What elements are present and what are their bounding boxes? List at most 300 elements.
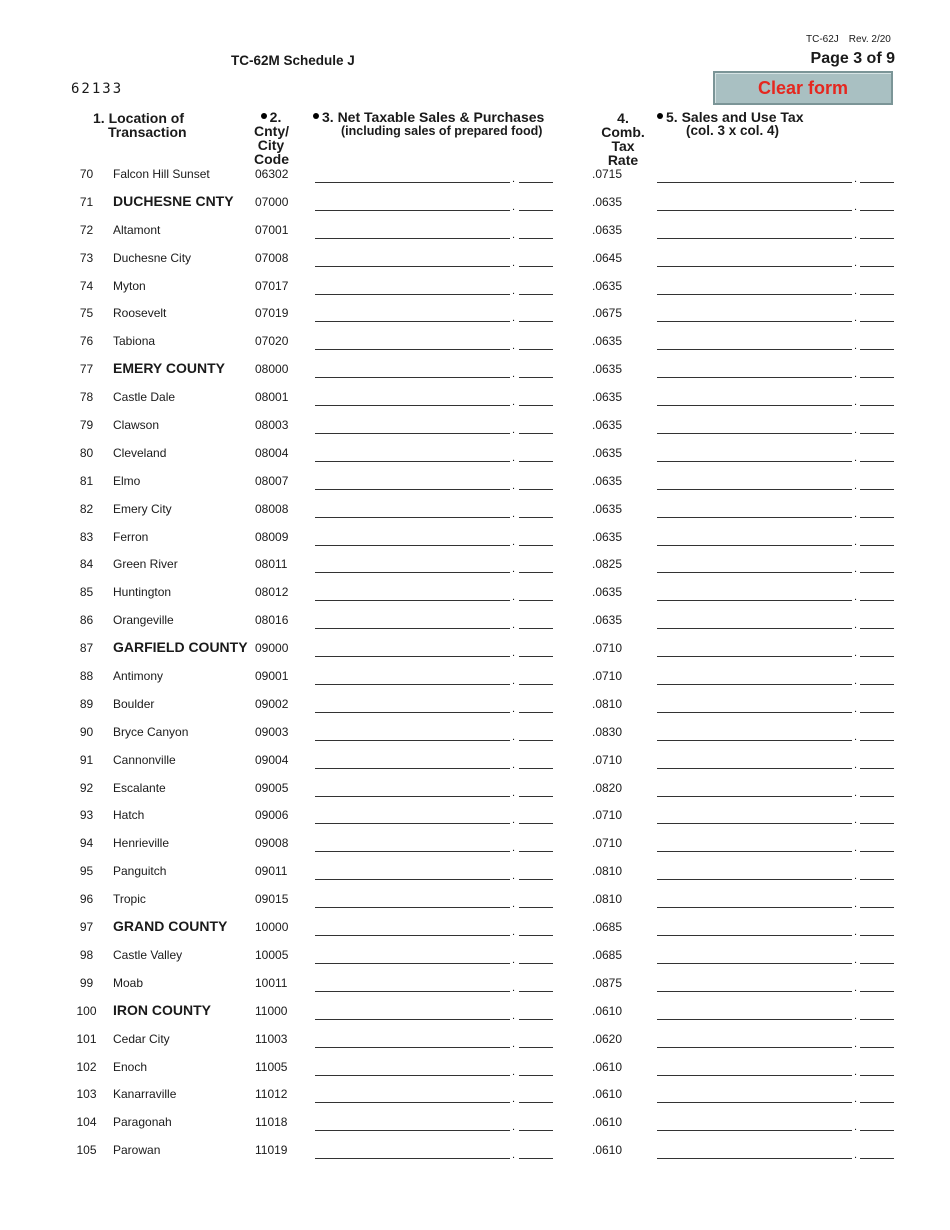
- sales-use-tax-input[interactable]: [657, 450, 894, 462]
- cents-field[interactable]: [519, 517, 553, 518]
- dollars-field[interactable]: [315, 321, 510, 322]
- sales-use-tax-input[interactable]: [657, 896, 894, 911]
- dollars-field[interactable]: [657, 851, 852, 852]
- dollars-field[interactable]: [315, 238, 510, 239]
- dollars-field[interactable]: [657, 377, 852, 378]
- cents-field[interactable]: [860, 210, 894, 211]
- sales-use-tax-input[interactable]: [657, 952, 894, 964]
- sales-use-tax-input[interactable]: [657, 729, 894, 741]
- dollars-field[interactable]: [657, 963, 852, 964]
- sales-use-tax-input[interactable]: [657, 1036, 894, 1048]
- location-code: 08000: [255, 362, 289, 377]
- sales-use-tax-input[interactable]: [657, 673, 894, 688]
- dollars-field[interactable]: [315, 1075, 510, 1076]
- dollars-field[interactable]: [315, 1158, 510, 1159]
- dollars-field[interactable]: [657, 768, 852, 769]
- line-number: 100: [76, 1003, 97, 1018]
- dollars-field[interactable]: [657, 1047, 852, 1048]
- form-code: 62133: [71, 81, 124, 97]
- net-taxable-sales-input[interactable]: [315, 1008, 553, 1020]
- location-name: GRAND COUNTY: [113, 918, 228, 935]
- combined-tax-rate: .0635: [592, 390, 623, 405]
- net-taxable-sales-input[interactable]: [315, 1119, 553, 1134]
- combined-tax-rate: .0610: [592, 1003, 623, 1018]
- line-number: 102: [76, 1059, 97, 1074]
- dollars-field[interactable]: [315, 823, 510, 824]
- cents-field[interactable]: [860, 656, 894, 657]
- decimal-point: .: [854, 786, 858, 799]
- cents-field[interactable]: [519, 628, 553, 629]
- cents-field[interactable]: [519, 489, 553, 490]
- dollars-field[interactable]: [315, 600, 510, 601]
- cents-field[interactable]: [519, 545, 553, 546]
- cents-field[interactable]: [860, 294, 894, 295]
- cents-field[interactable]: [860, 991, 894, 992]
- cents-field[interactable]: [860, 266, 894, 267]
- decimal-point: .: [854, 507, 858, 520]
- net-taxable-sales-input[interactable]: [315, 924, 553, 939]
- location-code: 11012: [255, 1087, 288, 1102]
- location-name: Orangeville: [113, 613, 174, 628]
- dollars-field[interactable]: [657, 796, 852, 797]
- dollars-field[interactable]: [657, 1158, 852, 1159]
- combined-tax-rate: .0820: [592, 780, 623, 795]
- dollars-field[interactable]: [657, 656, 852, 657]
- dollars-field[interactable]: [315, 433, 510, 434]
- dollars-field[interactable]: [315, 935, 510, 936]
- sales-use-tax-input[interactable]: [657, 338, 894, 353]
- cents-field[interactable]: [519, 294, 553, 295]
- bullet-icon: [657, 113, 663, 119]
- combined-tax-rate: .0825: [592, 557, 623, 572]
- location-code: 11018: [255, 1115, 288, 1130]
- cents-field[interactable]: [860, 1019, 894, 1020]
- cents-field[interactable]: [519, 1102, 553, 1103]
- dollars-field[interactable]: [315, 572, 510, 573]
- sales-use-tax-input[interactable]: [657, 785, 894, 797]
- dollars-field[interactable]: [315, 1047, 510, 1048]
- cents-field[interactable]: [519, 1075, 553, 1076]
- net-taxable-sales-input[interactable]: [315, 812, 553, 827]
- sales-use-tax-input[interactable]: [657, 506, 894, 518]
- net-taxable-sales-input[interactable]: [315, 757, 553, 769]
- dollars-field[interactable]: [657, 210, 852, 211]
- sales-use-tax-input[interactable]: [657, 617, 894, 632]
- sales-use-tax-input[interactable]: [657, 980, 894, 992]
- decimal-point: .: [854, 953, 858, 966]
- decimal-point: .: [854, 340, 858, 353]
- cents-field[interactable]: [860, 1158, 894, 1159]
- combined-tax-rate: .0710: [592, 641, 623, 656]
- dollars-field[interactable]: [315, 461, 510, 462]
- column-header-net-taxable: 3. Net Taxable Sales & Purchases (including sales of prepared food): [313, 110, 544, 138]
- sales-use-tax-input[interactable]: [657, 310, 894, 325]
- net-taxable-sales-input[interactable]: [315, 617, 553, 632]
- line-number: 80: [79, 445, 94, 460]
- cents-field[interactable]: [519, 1019, 553, 1020]
- dollars-field[interactable]: [657, 545, 852, 546]
- location-code: 11000: [255, 1003, 288, 1018]
- sales-use-tax-input[interactable]: [657, 757, 894, 769]
- combined-tax-rate: .0710: [592, 752, 623, 767]
- net-taxable-sales-input[interactable]: [315, 366, 553, 381]
- decimal-point: .: [512, 786, 516, 799]
- dollars-field[interactable]: [657, 1019, 852, 1020]
- cents-field[interactable]: [860, 461, 894, 462]
- dollars-field[interactable]: [657, 182, 852, 183]
- cents-field[interactable]: [519, 768, 553, 769]
- cents-field[interactable]: [860, 489, 894, 490]
- cents-field[interactable]: [519, 907, 553, 908]
- sales-use-tax-input[interactable]: [657, 478, 894, 490]
- cents-field[interactable]: [860, 851, 894, 852]
- net-taxable-sales-input[interactable]: [315, 534, 553, 546]
- cents-field[interactable]: [860, 740, 894, 741]
- net-taxable-sales-input[interactable]: [315, 506, 553, 518]
- combined-tax-rate: .0635: [592, 613, 623, 628]
- cents-field[interactable]: [519, 210, 553, 211]
- net-taxable-sales-input[interactable]: [315, 422, 553, 437]
- net-taxable-sales-input[interactable]: [315, 394, 553, 409]
- sales-use-tax-input[interactable]: [657, 840, 894, 855]
- decimal-point: .: [854, 647, 858, 660]
- cents-field[interactable]: [860, 1075, 894, 1076]
- dollars-field[interactable]: [315, 1130, 510, 1131]
- dollars-field[interactable]: [657, 600, 852, 601]
- cents-field[interactable]: [860, 684, 894, 685]
- location-code: 08009: [255, 529, 289, 544]
- cents-field[interactable]: [860, 600, 894, 601]
- dollars-field[interactable]: [315, 768, 510, 769]
- location-name: Henrieville: [113, 836, 170, 851]
- column-header-tax-rate: 4. Comb. Tax Rate: [601, 110, 645, 168]
- decimal-point: .: [512, 507, 516, 520]
- cents-field[interactable]: [860, 321, 894, 322]
- table-row: [0, 1108, 950, 1136]
- dollars-field[interactable]: [315, 210, 510, 211]
- sales-use-tax-input[interactable]: [657, 171, 894, 183]
- decimal-point: .: [854, 424, 858, 437]
- net-taxable-sales-input[interactable]: [315, 980, 553, 992]
- decimal-point: .: [512, 479, 516, 492]
- table-row: [0, 801, 950, 829]
- cents-field[interactable]: [519, 572, 553, 573]
- table-row: [0, 272, 950, 300]
- table-row: [0, 885, 950, 913]
- sales-use-tax-input[interactable]: [657, 199, 894, 211]
- decimal-point: .: [512, 256, 516, 269]
- dollars-field[interactable]: [657, 684, 852, 685]
- decimal-point: .: [512, 228, 516, 241]
- net-taxable-sales-input[interactable]: [315, 701, 553, 713]
- decimal-point: .: [512, 1121, 516, 1134]
- sales-use-tax-input[interactable]: [657, 255, 894, 267]
- dollars-field[interactable]: [315, 349, 510, 350]
- location-code: 07020: [255, 334, 289, 349]
- sales-use-tax-input[interactable]: [657, 283, 894, 295]
- net-taxable-sales-input[interactable]: [315, 1091, 553, 1106]
- line-number: 73: [79, 250, 94, 265]
- net-taxable-sales-input[interactable]: [315, 645, 553, 660]
- sales-use-tax-input[interactable]: [657, 534, 894, 546]
- decimal-point: .: [512, 981, 516, 994]
- dollars-field[interactable]: [657, 935, 852, 936]
- cents-field[interactable]: [519, 656, 553, 657]
- cents-field[interactable]: [519, 238, 553, 239]
- page-number: Page 3 of 9: [810, 50, 895, 67]
- net-taxable-sales-input[interactable]: [315, 785, 553, 797]
- decimal-point: .: [854, 675, 858, 688]
- dollars-field[interactable]: [657, 294, 852, 295]
- dollars-field[interactable]: [315, 266, 510, 267]
- decimal-point: .: [854, 730, 858, 743]
- cents-field[interactable]: [519, 266, 553, 267]
- decimal-point: .: [854, 870, 858, 883]
- cents-field[interactable]: [519, 461, 553, 462]
- location-name: Kanarraville: [113, 1087, 177, 1102]
- dollars-field[interactable]: [315, 1019, 510, 1020]
- decimal-point: .: [512, 730, 516, 743]
- sales-use-tax-input[interactable]: [657, 227, 894, 239]
- cents-field[interactable]: [860, 238, 894, 239]
- cents-field[interactable]: [860, 405, 894, 406]
- dollars-field[interactable]: [657, 907, 852, 908]
- net-taxable-sales-input[interactable]: [315, 283, 553, 295]
- cents-field[interactable]: [519, 684, 553, 685]
- cents-field[interactable]: [519, 600, 553, 601]
- dollars-field[interactable]: [657, 1102, 852, 1103]
- decimal-point: .: [854, 200, 858, 213]
- net-taxable-sales-input[interactable]: [315, 952, 553, 964]
- dollars-field[interactable]: [315, 294, 510, 295]
- location-name: Panguitch: [113, 864, 167, 879]
- cents-field[interactable]: [860, 796, 894, 797]
- dollars-field[interactable]: [315, 907, 510, 908]
- dollars-field[interactable]: [315, 991, 510, 992]
- dollars-field[interactable]: [657, 823, 852, 824]
- location-name: Moab: [113, 975, 144, 990]
- dollars-field[interactable]: [657, 489, 852, 490]
- dollars-field[interactable]: [315, 712, 510, 713]
- sales-use-tax-input[interactable]: [657, 924, 894, 939]
- dollars-field[interactable]: [315, 628, 510, 629]
- dollars-field[interactable]: [657, 712, 852, 713]
- sales-use-tax-input[interactable]: [657, 394, 894, 409]
- net-taxable-sales-input[interactable]: [315, 1064, 553, 1076]
- cents-field[interactable]: [519, 991, 553, 992]
- line-number: 86: [79, 613, 94, 628]
- cents-field[interactable]: [860, 349, 894, 350]
- dollars-field[interactable]: [657, 517, 852, 518]
- sales-use-tax-input[interactable]: [657, 1064, 894, 1076]
- column-header-sales-use-tax: 5. Sales and Use Tax (col. 3 x col. 4): [657, 110, 803, 138]
- dollars-field[interactable]: [657, 740, 852, 741]
- cents-field[interactable]: [519, 377, 553, 378]
- combined-tax-rate: .0610: [592, 1087, 623, 1102]
- location-code: 09004: [255, 752, 289, 767]
- net-taxable-sales-input[interactable]: [315, 561, 553, 576]
- line-number: 70: [79, 167, 94, 181]
- net-taxable-sales-input[interactable]: [315, 255, 553, 267]
- cents-field[interactable]: [519, 796, 553, 797]
- sales-use-tax-input[interactable]: [657, 366, 894, 381]
- dollars-field[interactable]: [315, 182, 510, 183]
- sales-use-tax-input[interactable]: [657, 812, 894, 827]
- decimal-point: .: [512, 758, 516, 771]
- cents-field[interactable]: [860, 1102, 894, 1103]
- cents-field[interactable]: [519, 1158, 553, 1159]
- dollars-field[interactable]: [657, 572, 852, 573]
- line-number: 77: [79, 362, 94, 377]
- location-name: Cleveland: [113, 445, 167, 460]
- cents-field[interactable]: [519, 963, 553, 964]
- cents-field[interactable]: [860, 1130, 894, 1131]
- dollars-field[interactable]: [315, 740, 510, 741]
- decimal-point: .: [512, 312, 516, 325]
- sales-use-tax-input[interactable]: [657, 561, 894, 576]
- cents-field[interactable]: [860, 377, 894, 378]
- cents-field[interactable]: [519, 433, 553, 434]
- dollars-field[interactable]: [315, 684, 510, 685]
- dollars-field[interactable]: [315, 963, 510, 964]
- cents-field[interactable]: [860, 935, 894, 936]
- combined-tax-rate: .0715: [592, 167, 623, 181]
- cents-field[interactable]: [519, 182, 553, 183]
- net-taxable-sales-input[interactable]: [315, 896, 553, 911]
- net-taxable-sales-input[interactable]: [315, 840, 553, 855]
- cents-field[interactable]: [519, 823, 553, 824]
- location-name: Duchesne City: [113, 250, 192, 265]
- cents-field[interactable]: [519, 740, 553, 741]
- table-row: [0, 662, 950, 690]
- location-code: 09000: [255, 641, 289, 656]
- combined-tax-rate: .0635: [592, 501, 623, 516]
- cents-field[interactable]: [860, 572, 894, 573]
- location-code: 10005: [255, 947, 289, 962]
- clear-form-button[interactable]: Clear form: [713, 71, 893, 105]
- dollars-field[interactable]: [657, 405, 852, 406]
- cents-field[interactable]: [860, 823, 894, 824]
- dollars-field[interactable]: [657, 238, 852, 239]
- dollars-field[interactable]: [657, 461, 852, 462]
- net-taxable-sales-input[interactable]: [315, 589, 553, 604]
- dollars-field[interactable]: [315, 489, 510, 490]
- line-number: 95: [79, 864, 94, 879]
- dollars-field[interactable]: [657, 991, 852, 992]
- cents-field[interactable]: [519, 321, 553, 322]
- dollars-field[interactable]: [657, 349, 852, 350]
- cents-field[interactable]: [860, 1047, 894, 1048]
- dollars-field[interactable]: [315, 517, 510, 518]
- dollars-field[interactable]: [315, 405, 510, 406]
- sales-use-tax-input[interactable]: [657, 1091, 894, 1106]
- net-taxable-sales-input[interactable]: [315, 450, 553, 462]
- cents-field[interactable]: [860, 712, 894, 713]
- net-taxable-sales-input[interactable]: [315, 227, 553, 239]
- cents-field[interactable]: [519, 712, 553, 713]
- net-taxable-sales-input[interactable]: [315, 1147, 553, 1162]
- cents-field[interactable]: [519, 349, 553, 350]
- dollars-field[interactable]: [315, 851, 510, 852]
- location-name: Castle Dale: [113, 390, 176, 405]
- dollars-field[interactable]: [657, 266, 852, 267]
- decimal-point: .: [512, 619, 516, 632]
- combined-tax-rate: .0610: [592, 1143, 623, 1158]
- cents-field[interactable]: [860, 879, 894, 880]
- cents-field[interactable]: [860, 963, 894, 964]
- decimal-point: .: [512, 953, 516, 966]
- form-revision: Rev. 2/20: [848, 34, 891, 45]
- dollars-field[interactable]: [657, 321, 852, 322]
- cents-field[interactable]: [860, 433, 894, 434]
- cents-field[interactable]: [519, 879, 553, 880]
- cents-field[interactable]: [860, 545, 894, 546]
- sales-use-tax-input[interactable]: [657, 701, 894, 713]
- dollars-field[interactable]: [315, 545, 510, 546]
- dollars-field[interactable]: [657, 628, 852, 629]
- dollars-field[interactable]: [657, 1130, 852, 1131]
- location-name: Bryce Canyon: [113, 724, 189, 739]
- cents-field[interactable]: [519, 405, 553, 406]
- net-taxable-sales-input[interactable]: [315, 729, 553, 741]
- sales-use-tax-input[interactable]: [657, 868, 894, 883]
- table-row: [0, 216, 950, 244]
- dollars-field[interactable]: [315, 377, 510, 378]
- cents-field[interactable]: [519, 851, 553, 852]
- sales-use-tax-input[interactable]: [657, 422, 894, 437]
- cents-field[interactable]: [860, 768, 894, 769]
- table-row: [0, 467, 950, 495]
- net-taxable-sales-input[interactable]: [315, 338, 553, 353]
- sales-use-tax-input[interactable]: [657, 1119, 894, 1134]
- line-number: 82: [79, 501, 94, 516]
- line-number: 105: [76, 1143, 97, 1158]
- cents-field[interactable]: [519, 1047, 553, 1048]
- net-taxable-sales-input[interactable]: [315, 1036, 553, 1048]
- sales-use-tax-input[interactable]: [657, 1008, 894, 1020]
- cents-field[interactable]: [860, 517, 894, 518]
- net-taxable-sales-input[interactable]: [315, 478, 553, 490]
- sales-use-tax-input[interactable]: [657, 589, 894, 604]
- dollars-field[interactable]: [657, 1075, 852, 1076]
- schedule-rows: [0, 160, 950, 1164]
- dollars-field[interactable]: [657, 433, 852, 434]
- sales-use-tax-input[interactable]: [657, 1147, 894, 1162]
- dollars-field[interactable]: [315, 1102, 510, 1103]
- dollars-field[interactable]: [315, 656, 510, 657]
- dollars-field[interactable]: [657, 879, 852, 880]
- cents-field[interactable]: [860, 907, 894, 908]
- table-row: [0, 690, 950, 718]
- cents-field[interactable]: [860, 628, 894, 629]
- net-taxable-sales-input[interactable]: [315, 199, 553, 211]
- cents-field[interactable]: [519, 935, 553, 936]
- decimal-point: .: [512, 1009, 516, 1022]
- net-taxable-sales-input[interactable]: [315, 171, 553, 183]
- line-number: 92: [79, 780, 94, 795]
- sales-use-tax-input[interactable]: [657, 645, 894, 660]
- dollars-field[interactable]: [315, 879, 510, 880]
- cents-field[interactable]: [519, 1130, 553, 1131]
- net-taxable-sales-input[interactable]: [315, 673, 553, 688]
- net-taxable-sales-input[interactable]: [315, 310, 553, 325]
- line-number: 87: [79, 641, 94, 656]
- decimal-point: .: [512, 563, 516, 576]
- location-name: Myton: [113, 278, 146, 293]
- net-taxable-sales-input[interactable]: [315, 868, 553, 883]
- cents-field[interactable]: [860, 182, 894, 183]
- dollars-field[interactable]: [315, 796, 510, 797]
